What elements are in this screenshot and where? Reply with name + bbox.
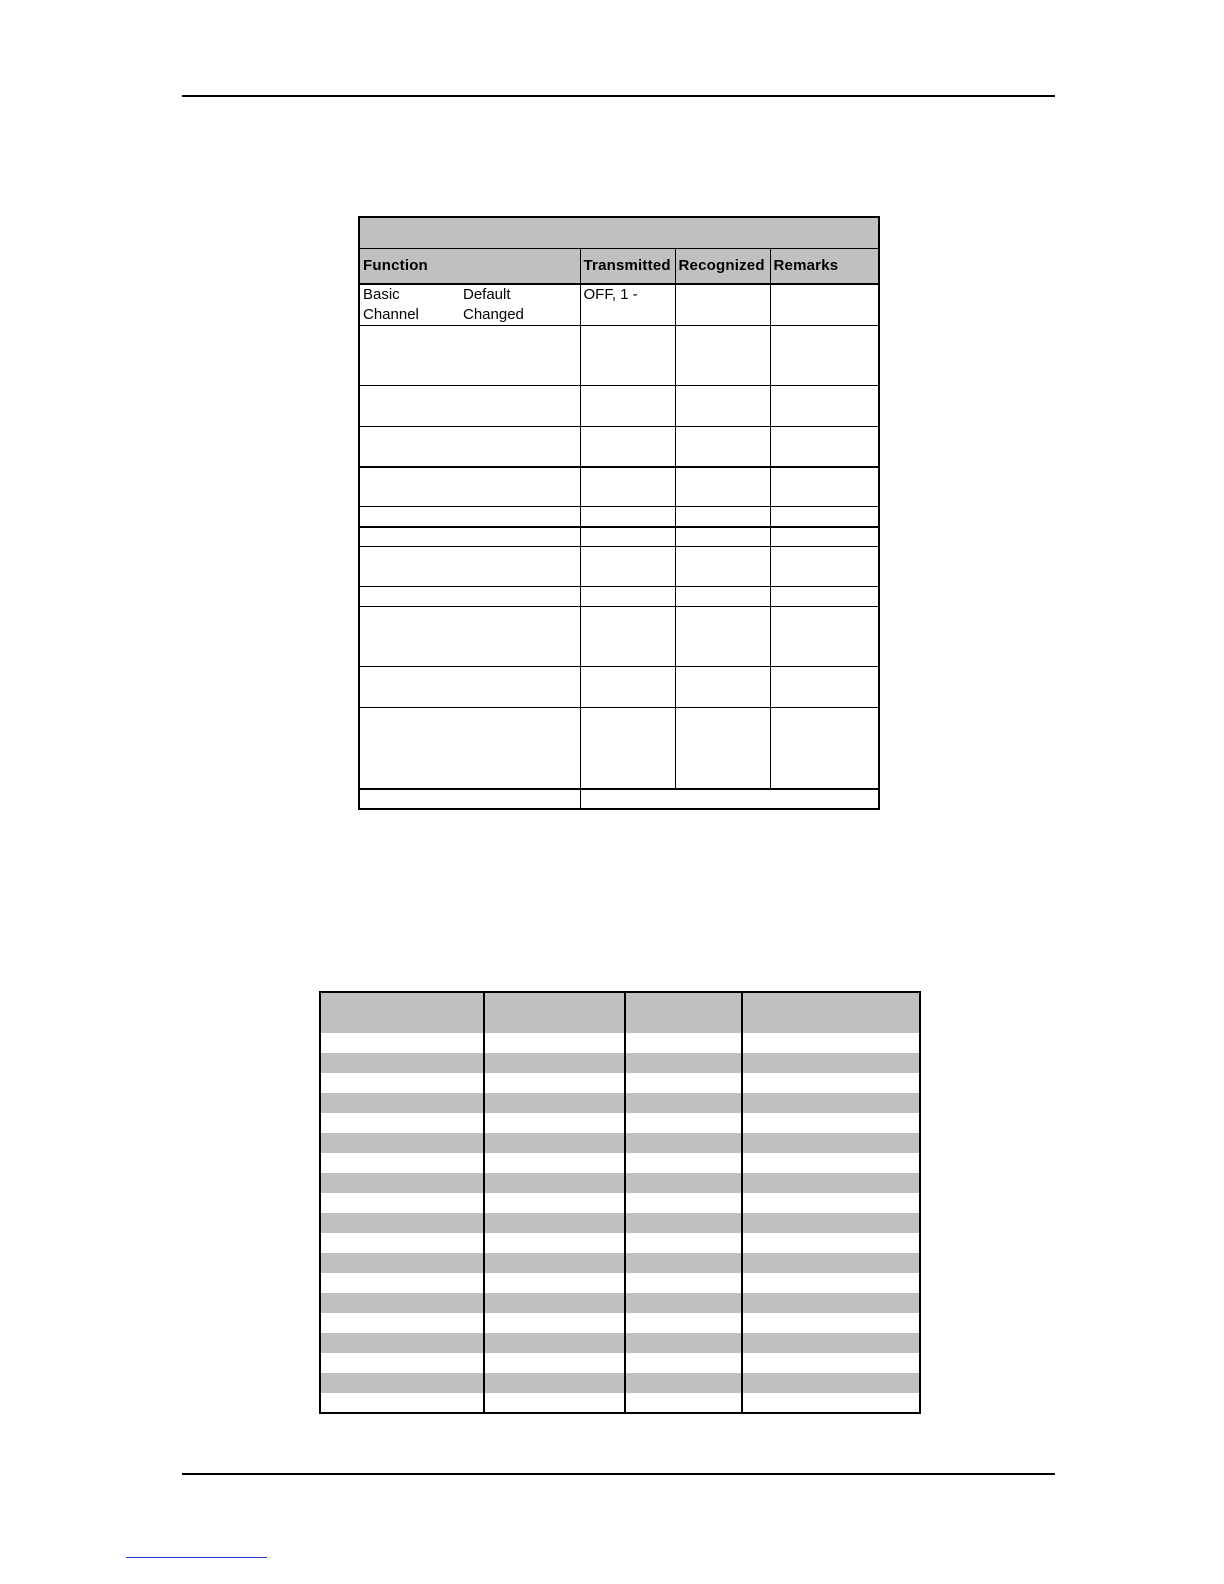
table-row <box>359 507 879 527</box>
table-row <box>359 547 879 587</box>
header-row <box>359 248 879 284</box>
table-row <box>359 527 879 547</box>
table-row <box>320 1173 920 1193</box>
table-row <box>359 427 879 467</box>
table-row <box>320 1353 920 1373</box>
table-row <box>320 1133 920 1153</box>
table-row <box>320 1233 920 1253</box>
table-row <box>320 1273 920 1293</box>
table-banner <box>359 217 879 248</box>
table-row <box>320 1313 920 1333</box>
table-row <box>320 1253 920 1273</box>
table-row <box>359 326 879 386</box>
table-banner-row <box>359 217 879 248</box>
basic-label: Basic <box>363 286 400 303</box>
footnote-link-underline[interactable] <box>126 1557 267 1558</box>
changed-label: Changed <box>463 306 524 323</box>
notes-row <box>359 789 879 809</box>
table-row <box>320 1033 920 1053</box>
table-row <box>320 1053 920 1073</box>
default-label: Default <box>463 286 511 303</box>
header-remarks: Remarks <box>770 248 879 284</box>
table-row <box>320 1153 920 1173</box>
basic-channel-transmitted: OFF, 1 - <box>580 284 675 326</box>
header-rule <box>182 95 1055 97</box>
header-function: Function <box>359 248 580 284</box>
basic-channel-cell <box>359 284 580 326</box>
table-row <box>359 467 879 507</box>
table-row <box>320 1333 920 1353</box>
table-row <box>359 284 879 326</box>
basic-channel-remarks <box>770 284 879 326</box>
header-recognized: Recognized <box>675 248 770 284</box>
table-row <box>320 1293 920 1313</box>
table-row <box>359 607 879 667</box>
table-row <box>320 1373 920 1393</box>
table-row <box>320 1193 920 1213</box>
table-row <box>320 1093 920 1113</box>
striped-table-header <box>320 992 920 1033</box>
table-row <box>320 1213 920 1233</box>
header-transmitted: Transmitted <box>580 248 675 284</box>
table-row <box>359 708 879 789</box>
table-row <box>320 1393 920 1413</box>
basic-channel-recognized <box>675 284 770 326</box>
table-row <box>359 587 879 607</box>
midi-implementation-table <box>358 216 880 810</box>
table-row <box>320 1113 920 1133</box>
table-row <box>359 667 879 708</box>
table-row <box>320 1073 920 1093</box>
striped-table <box>319 991 921 1414</box>
table-row <box>359 386 879 427</box>
channel-label: Channel <box>363 306 419 323</box>
footer-rule <box>182 1473 1055 1475</box>
